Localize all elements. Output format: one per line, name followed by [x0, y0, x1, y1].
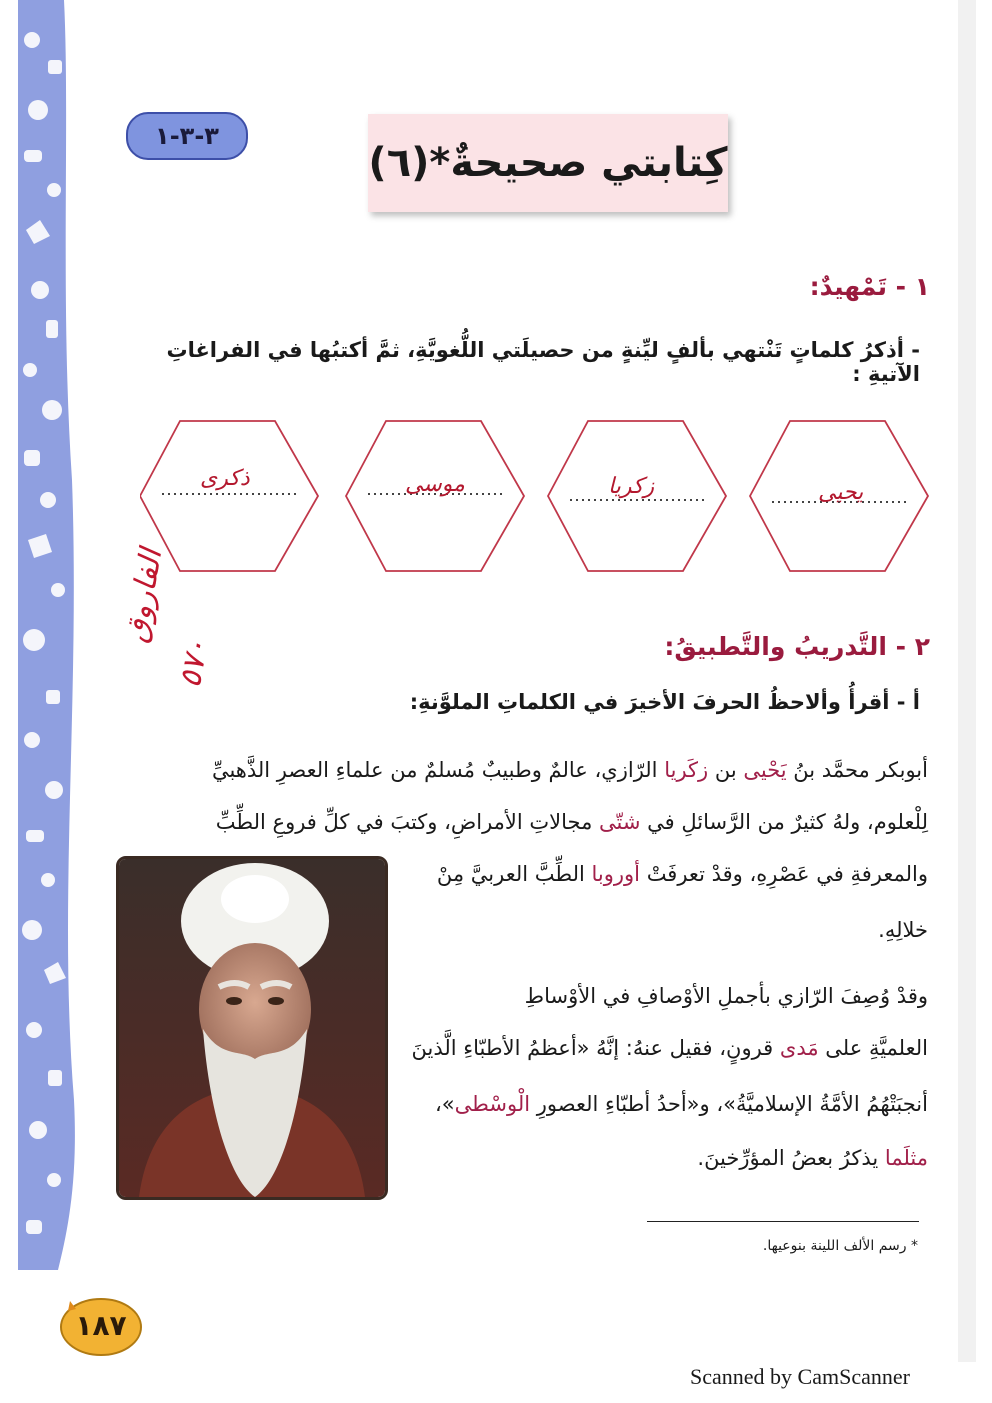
hexagon-answer-3: زكريا: [608, 474, 655, 499]
highlight-word: الْوسْطى: [454, 1092, 531, 1116]
page-number-badge: [56, 1285, 146, 1357]
highlight-word: شتّى: [599, 810, 641, 834]
paragraph-1-line-4: خلالِهِ.: [878, 918, 928, 942]
title-card: [368, 114, 728, 212]
highlight-word: يَحْيى: [743, 758, 787, 782]
paragraph-1-line-2: لِلْعلوم، ولهُ كثيرٌ من الرَّسائلِ في شتّى مجالاتِ الأمراضِ، وكتبَ في كلِّ فروعِ الطِّبِّ: [215, 810, 928, 834]
lesson-number-badge: ٣-٣-١: [126, 112, 248, 160]
footnote: * رسم الألف اللينة بنوعيها.: [762, 1238, 918, 1254]
decorative-sidebar: [18, 0, 80, 1270]
highlight-word: مثلَما: [884, 1146, 928, 1170]
scanner-watermark: Scanned by CamScanner: [690, 1364, 910, 1389]
hexagon-answer-4: يحيى: [818, 480, 864, 505]
razi-portrait: [116, 856, 388, 1200]
portrait-illustration: [119, 859, 385, 1197]
paragraph-2-line-1: وقدْ وُصِفَ الرّازي بأجملِ الأوْصافِ في الأوْساطِ: [524, 984, 928, 1008]
margin-note-number: ٥٧٠: [172, 636, 216, 691]
page-title: كِتابتي صحيحةٌ*(٦): [368, 140, 728, 186]
section2-heading: ٢ - التَّدريبُ والتَّطبيقُ:: [664, 632, 930, 661]
section1-heading: ١ - تَمْهيدٌ:: [809, 272, 930, 301]
paragraph-2-line-2: العلميَّةِ على مَدى قرونٍ، فقيل عنهُ: إنَّهُ «أعظمُ الأطبّاءِ الَّذينَ: [411, 1036, 928, 1060]
hexagon-row: [140, 418, 930, 578]
paragraph-1-line-1: أبوبكر محمَّد بنُ يَحْيى بن زكَريا الرّازي، عالمٌ وطبيبٌ مُسلمٌ من علماءِ العصرِ الذَّهبيِّ: [211, 758, 928, 782]
hexagon-answer-2: موسى: [405, 472, 465, 497]
hexagon-answer-1: ذكرى: [200, 466, 250, 491]
highlight-word: مَدى: [779, 1036, 819, 1060]
paragraph-2-line-4: مثلَما يذكرُ بعضُ المؤرِّخينَ.: [697, 1146, 928, 1170]
paragraph-2-line-3: أنجبَتْهُمُ الأمَّةُ الإسلاميَّةُ»، و«أحدُ أطبّاءِ العصورِ الْوسْطى»،: [435, 1092, 928, 1116]
paragraph-1-line-3: والمعرفةِ في عَصْرِهِ، وقدْ تعرفَتْ أوروبا الطِّبَّ العربيَّ مِنْ: [436, 862, 928, 886]
margin-note-name: الفاروق: [118, 546, 170, 646]
highlight-word: زكَريا: [664, 758, 709, 782]
highlight-word: أوروبا: [591, 862, 641, 886]
section2-subheading: أ - أقرأُ وألاحظُ الحرفَ الأخيرَ في الكلماتِ الملوَّنةِ:: [409, 690, 920, 714]
handwritten-margin-note: [84, 540, 224, 720]
page-number: ١٨٧: [75, 1309, 127, 1342]
footnote-divider: [647, 1221, 919, 1222]
section1-instruction: - أذكرُ كلماتٍ تَنْتهي بألفٍ ليِّنةٍ من حصيلَتي اللُّغويَّةِ، ثمَّ أكتبُها في الفراغاتِ الآتيةِ :: [166, 338, 920, 386]
